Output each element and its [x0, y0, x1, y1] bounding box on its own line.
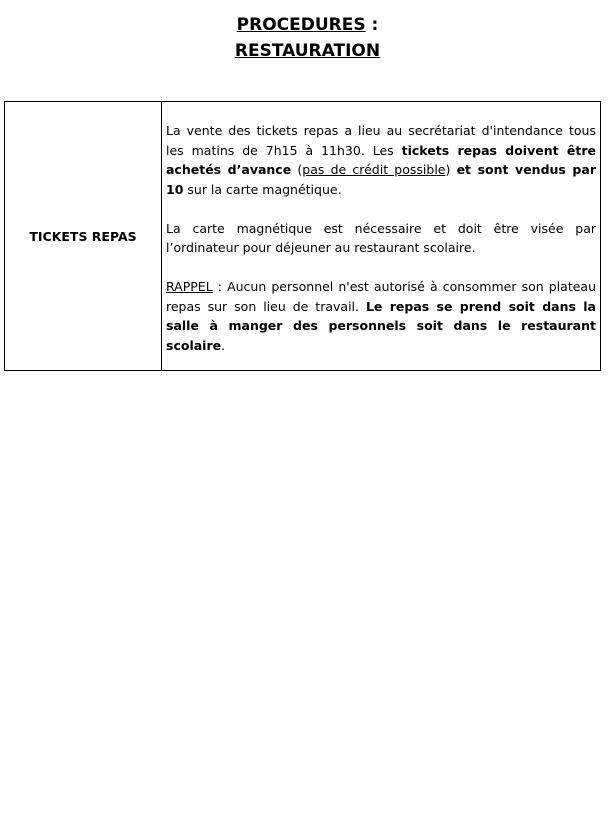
sale-text-no-credit: pas de crédit possible — [302, 162, 446, 177]
sale-text-bold-by-ten: et sont vendus par 10 — [166, 162, 596, 197]
reminder-text-bold: Le repas se prend soit dans la salle à manger des personnels soit dans le restaurant scolaire — [166, 298, 596, 353]
paragraph-sale — [166, 121, 596, 199]
title-separator: : — [365, 15, 379, 35]
row-content — [162, 102, 601, 371]
sale-text-bold-advance: tickets repas doivent être achetés d’avance — [166, 142, 596, 177]
sale-text-g: sur la carte magnétique. — [183, 181, 342, 197]
table-row — [5, 102, 601, 371]
paragraph-card: La carte magnétique est nécessaire et doit être visée par l’ordinateur pour déjeuner au restaurant scolaire. — [166, 220, 596, 255]
reminder-text-end: . — [221, 337, 226, 353]
paragraph-reminder — [166, 277, 596, 355]
reminder-label: RAPPEL — [166, 279, 213, 294]
title-line-1 — [0, 12, 615, 38]
sale-text-a: La vente des tickets repas a lieu au secrétariat d'intendance tous les matins de 7h15 à 11h30. Les — [166, 123, 596, 158]
procedure-table — [4, 101, 601, 371]
sale-text-e: ) — [445, 162, 457, 177]
row-label: TICKETS REPAS — [5, 102, 162, 371]
page-title — [0, 12, 615, 64]
title-procedures: PROCEDURES — [236, 15, 366, 35]
title-restauration: RESTAURATION — [234, 41, 381, 61]
reminder-text: : Aucun personnel n'est autorisé à consommer son plateau repas sur son lieu de travail. — [166, 279, 596, 314]
sale-text-c: ( — [291, 162, 303, 177]
